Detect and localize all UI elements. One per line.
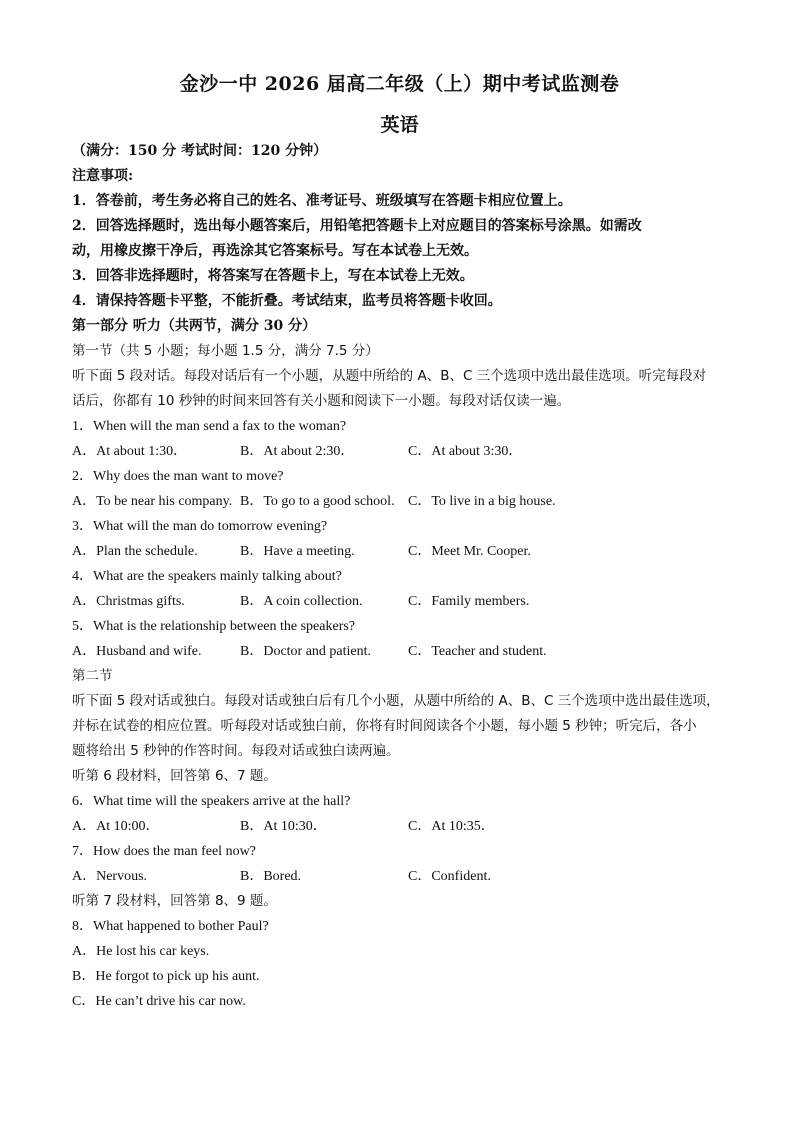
question-2: 2．Why does the man want to move? <box>72 469 284 484</box>
option-a: A．To be near his company. <box>72 494 233 509</box>
option-c: C．Teacher and student. <box>408 644 547 659</box>
notice-item-1: 1．答卷前，考生务必将自己的姓名、准考证号、班级填写在答题卡相应位置上。 <box>72 193 572 209</box>
options-3 <box>72 539 727 564</box>
section2-heading: 第二节 <box>72 668 113 684</box>
question-8-option-a: A．He lost his car keys. <box>72 944 210 959</box>
option-a: A．Nervous. <box>72 869 148 884</box>
option-a: A．At 10:00． <box>72 819 160 834</box>
section2-instructions-1: 听下面 5 段对话或独白。每段对话或独白后有几个小题，从题中所给的 A、B、C 三个选项中选出最佳选项， <box>72 693 720 709</box>
option-b: B．A coin collection. <box>240 594 363 609</box>
notice-item-2: 2．回答选择题时，选出每小题答案后，用铅笔把答题卡上对应题目的答案标号涂黑。如需改 <box>72 218 642 234</box>
options-7 <box>72 864 727 889</box>
material-7-note: 听第 7 段材料，回答第 8、9 题。 <box>72 893 277 909</box>
question-7: 7．How does the man feel now? <box>72 844 256 859</box>
options-2 <box>72 489 727 514</box>
option-a: A．At about 1:30． <box>72 444 188 459</box>
question-3: 3．What will the man do tomorrow evening? <box>72 519 328 534</box>
question-6: 6．What time will the speakers arrive at the hall? <box>72 794 351 809</box>
part1-heading: 第一部分 听力（共两节，满分 30 分） <box>72 318 317 334</box>
option-b: B．Have a meeting. <box>240 544 355 559</box>
exam-page <box>72 60 727 1014</box>
option-b: B．At about 2:30． <box>240 444 355 459</box>
exam-title: 金沙一中 2026 届高二年级（上）期中考试监测卷 <box>179 73 620 95</box>
section1-heading: 第一节（共 5 小题；每小题 1.5 分，满分 7.5 分） <box>72 343 379 359</box>
question-8: 8．What happened to bother Paul? <box>72 919 269 934</box>
section2-instructions-3: 题将给出 5 秒钟的作答时间。每段对话或独白读两遍。 <box>72 743 400 759</box>
option-c: C．Confident. <box>408 869 491 884</box>
question-1: 1．When will the man send a fax to the woman? <box>72 419 347 434</box>
score-time: （满分：150 分 考试时间：120 分钟） <box>72 143 328 159</box>
question-5: 5．What is the relationship between the speakers? <box>72 619 356 634</box>
subject-title: 英语 <box>380 114 419 136</box>
question-8-option-b: B．He forgot to pick up his aunt. <box>72 969 260 984</box>
option-a: A．Plan the schedule. <box>72 544 198 559</box>
option-c: C．To live in a big house. <box>408 494 556 509</box>
options-1 <box>72 439 727 464</box>
option-a: A．Husband and wife. <box>72 644 202 659</box>
question-4: 4．What are the speakers mainly talking about? <box>72 569 342 584</box>
option-b: B．Doctor and patient. <box>240 644 372 659</box>
notice-item-4: 4．请保持答题卡平整，不能折叠。考试结束，监考员将答题卡收回。 <box>72 293 502 309</box>
question-8-option-c: C．He can’t drive his car now. <box>72 994 246 1009</box>
option-a: A．Christmas gifts. <box>72 594 185 609</box>
section2-instructions-2: 并标在试卷的相应位置。听每段对话或独白前，你将有时间阅读各个小题，每小题 5 秒钟；听完后，各小 <box>72 718 697 734</box>
option-c: C．Family members. <box>408 594 530 609</box>
options-4 <box>72 589 727 614</box>
option-b: B．At 10:30． <box>240 819 327 834</box>
notice-heading: 注意事项: <box>72 168 134 184</box>
options-6 <box>72 814 727 839</box>
option-b: B．To go to a good school. <box>240 494 395 509</box>
section1-instructions-2: 话后，你都有 10 秒钟的时间来回答有关小题和阅读下一小题。每段对话仅读一遍。 <box>72 393 571 409</box>
option-b: B．Bored. <box>240 869 302 884</box>
option-c: C．At about 3:30． <box>408 444 523 459</box>
section1-instructions-1: 听下面 5 段对话。每段对话后有一个小题，从题中所给的 A、B、C 三个选项中选出最佳选项。听完每段对 <box>72 368 707 384</box>
material-6-note: 听第 6 段材料，回答第 6、7 题。 <box>72 768 277 784</box>
option-c: C．Meet Mr. Cooper. <box>408 544 531 559</box>
notice-item-3: 3．回答非选择题时，将答案写在答题卡上，写在本试卷上无效。 <box>72 268 474 284</box>
option-c: C．At 10:35． <box>408 819 495 834</box>
options-5 <box>72 639 727 664</box>
notice-item-2-cont: 动，用橡皮擦干净后，再选涂其它答案标号。写在本试卷上无效。 <box>72 243 478 259</box>
